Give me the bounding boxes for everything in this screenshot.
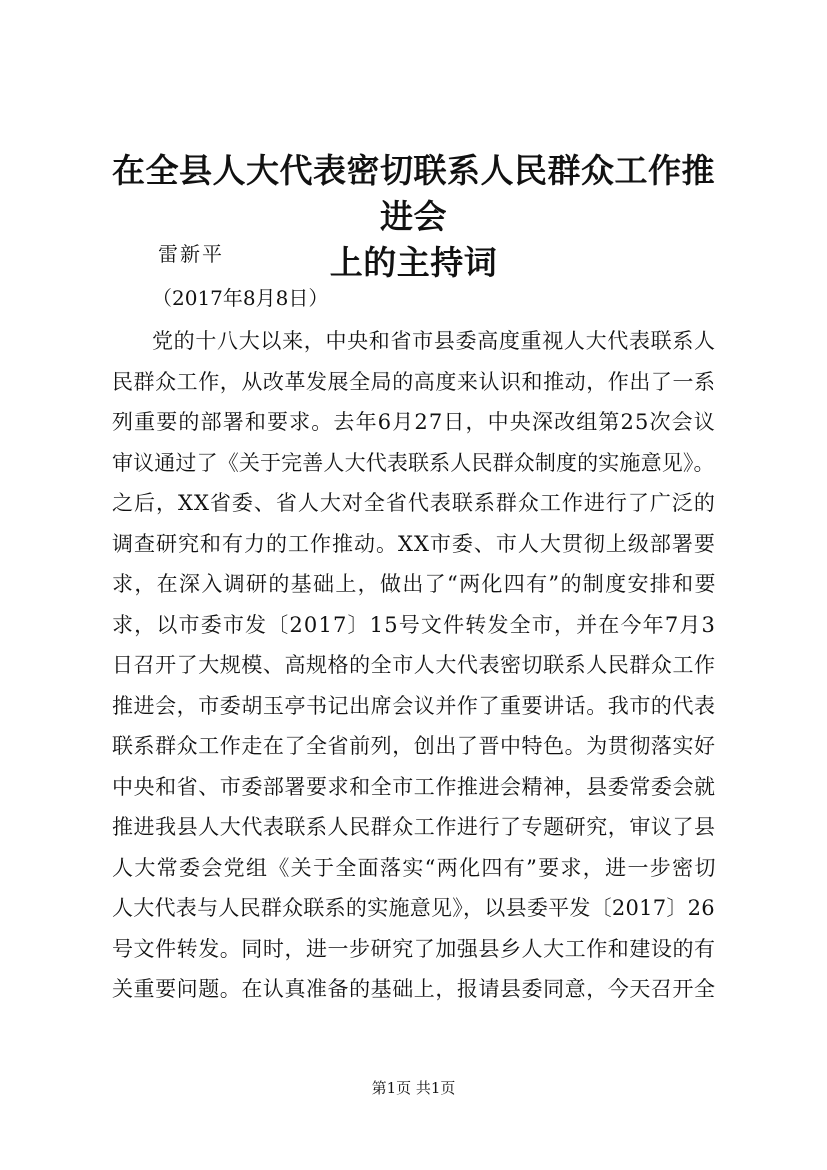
body-line: 联系群众工作走在了全省前列，创出了晋中特色。为贯彻落实好 — [112, 734, 716, 758]
body-line: 号文件转发。同时，进一步研究了加强县乡人大工作和建设的有 — [112, 936, 716, 961]
body-line: 推进我县人大代表联系人民群众工作进行了专题研究，审议了县 — [112, 815, 716, 839]
body-line: 审议通过了《关于完善人大代表联系人民群众制度的实施意见》。 — [112, 450, 715, 475]
body-line: 日召开了大规模、高规格的全市人大代表密切联系人民群众工作 — [112, 653, 716, 677]
body-line: 推进会，市委胡玉亭书记出席会议并作了重要讲话。我市的代表 — [112, 693, 716, 718]
title-line-1: 在全县人大代表密切联系人民群众工作推进会 — [112, 151, 715, 236]
body-line: 党的十八大以来，中央和省市县委高度重视人大代表联系人 — [152, 329, 716, 353]
speech-date: （2017年8月8日） — [152, 286, 329, 310]
title-line-2: 上的主持词 — [329, 243, 498, 282]
body-line: 之后，XX省委、省人大对全省代表联系群众工作进行了广泛的 — [112, 491, 716, 515]
body-line: 民群众工作，从改革发展全局的高度来认识和推动，作出了一系 — [112, 369, 716, 394]
body-line: 调查研究和有力的工作推动。XX市委、市人大贯彻上级部署要 — [112, 531, 716, 556]
body-line: 人大代表与人民群众联系的实施意见》，以县委平发〔2017〕26 — [112, 896, 715, 920]
body-line: 求，以市委市发〔2017〕15号文件转发全市，并在今年7月3 — [112, 612, 717, 637]
author-name: 雷新平 — [158, 242, 224, 266]
body-line: 列重要的部署和要求。去年6月27日，中央深改组第25次会议 — [112, 410, 716, 434]
body-line: 人大常委会党组《关于全面落实“两化四有”要求，进一步密切 — [112, 855, 717, 880]
page-footer: 第1页 共1页 — [371, 1079, 456, 1097]
body-line: 关重要问题。在认真准备的基础上，报请县委同意，今天召开全 — [112, 977, 716, 1001]
body-line: 中央和省、市委部署要求和全市工作推进会精神，县委常委会就 — [112, 774, 716, 799]
body-line: 求，在深入调研的基础上，做出了“两化四有”的制度安排和要 — [112, 572, 717, 596]
